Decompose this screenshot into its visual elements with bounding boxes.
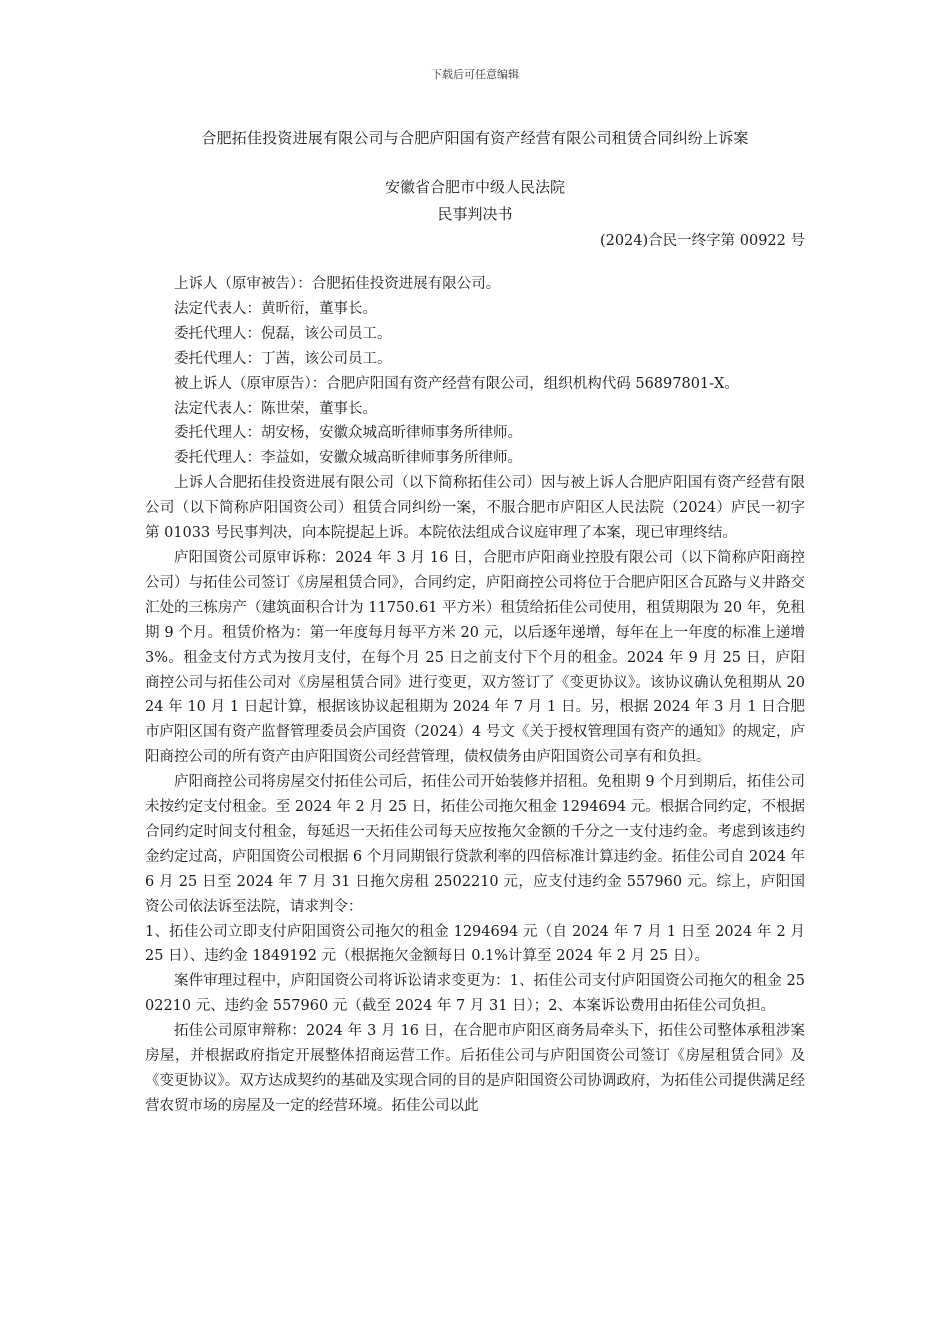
appellee-paragraph: 被上诉人（原审原告）：合肥庐阳国有资产经营有限公司，组织机构代码 56897801-X。 [174,375,739,392]
appellant-agent-2: 委托代理人：丁茜，该公司员工。 [174,350,392,367]
defense-paragraph: 拓佳公司原审辩称：2024 年 3 月 16 日，在合肥市庐阳区商务局牵头下，拓佳公司整体承租涉案房屋，并根据政府指定开展整体招商运营工作。后拓佳公司与庐阳国资公司签订《房屋租赁合同》及《变更协议》。双方达成契约的基础及实现合同的目的是庐阳国资公司协调政府，为拓佳公司提供满足经营农贸市场的房屋及一定的经营环境。拓佳公司以此 [145,1023,805,1114]
claim-item-paragraph: 1、拓佳公司立即支付庐阳国资公司拖欠的租金 1294694 元（自 2024 年 7 月 1 日至 2024 年 2 月 25 日）、违约金 1849192 元（根据拖欠金额每日 0.1%计算至 2024 年 2 月 25 日）。 [145,923,805,965]
document-title: 合肥拓佳投资进展有限公司与合肥庐阳国有资产经营有限公司租赁合同纠纷上诉案 [201,129,749,147]
appellee-agent-2: 委托代理人：李益如，安徽众城高昕律师事务所律师。 [174,450,522,467]
claim-change-paragraph: 案件审理过程中，庐阳国资公司将诉讼请求变更为：1、拓佳公司支付庐阳国资公司拖欠的租金 2502210 元、违约金 557960 元（截至 2024 年 7 月 31 日）；2、本案诉讼费用由拓佳公司负担。 [145,973,805,1015]
plaintiff-claim-paragraph: 庐阳国资公司原审诉称：2024 年 3 月 16 日，合肥市庐阳商业控股有限公司（以下简称庐阳商控公司）与拓佳公司签订《房屋租赁合同》，合同约定，庐阳商控公司将位于合肥庐阳区合瓦路与义井路交汇处的三栋房产（建筑面积合计为 11750.61 平方米）租赁给拓佳公司使用，租赁期限为 20 年，免租期 9 个月。租赁价格为：第一年度每月每平方米 20 元，以后逐年递增，每年在上一年度的标准上递增 3%。租金支付方式为按月支付，在每个月 25 日之前支付下个月的租金。2024 年 9 月 25 日，庐阳商控公司与拓佳公司对《房屋租赁合同》进行变更，双方签订了《变更协议》。该协议确认免租期从 2024 年 10 月 1 日起计算，根据该协议起租期为 2024 年 7 月 1 日。另，根据 2024 年 3 月 1 日合肥市庐阳区国有资产监督管理委员会庐国资（2024）4 号文《关于授权管理国有资产的通知》的规定，庐阳商控公司的所有资产由庐阳国资公司经营管理，债权债务由庐阳国资公司享有和负担。 [145,549,805,766]
appellee-legal-rep: 法定代表人：陈世荣，董事长。 [174,400,377,417]
document-type: 民事判决书 [437,205,513,223]
download-note: 下载后可任意编辑 [431,68,519,81]
appellant-agent-1: 委托代理人：倪磊，该公司员工。 [174,325,392,342]
case-number: (2024)合民一终字第 00922 号 [599,233,805,249]
appellee-agent-1: 委托代理人：胡安杨，安徽众城高昕律师事务所律师。 [174,425,522,442]
appellant-paragraph: 上诉人（原审被告）：合肥拓佳投资进展有限公司。 [174,276,501,292]
judgment-body [145,272,805,1119]
appellant-legal-rep: 法定代表人：黄昕衍，董事长。 [174,300,377,317]
rent-arrears-paragraph: 庐阳商控公司将房屋交付拓佳公司后，拓佳公司开始装修并招租。免租期 9 个月到期后，拓佳公司未按约定支付租金。至 2024 年 2 月 25 日，拓佳公司拖欠租金 1294694 元。根据合同约定，不根据合同约定时间支付租金，每延迟一天拓佳公司每天应按拖欠金额的千分之一支付违约金。考虑到该违约金约定过高，庐阳国资公司根据 6 个月同期银行贷款利率的四倍标准计算违约金。拓佳公司自 2024 年 6 月 25 日至 2024 年 7 月 31 日拖欠房租 2502210 元，应支付违约金 557960 元。综上，庐阳国资公司依法诉至法院，请求判令： [145,774,805,915]
case-summary-paragraph: 上诉人合肥拓佳投资进展有限公司（以下简称拓佳公司）因与被上诉人合肥庐阳国有资产经营有限公司（以下简称庐阳国资公司）租赁合同纠纷一案，不服合肥市庐阳区人民法院（2024）庐民一初字第 01033 号民事判决，向本院提起上诉。本院依法组成合议庭审理了本案，现已审理终结。 [145,475,805,542]
court-name: 安徽省合肥市中级人民法院 [384,178,565,196]
